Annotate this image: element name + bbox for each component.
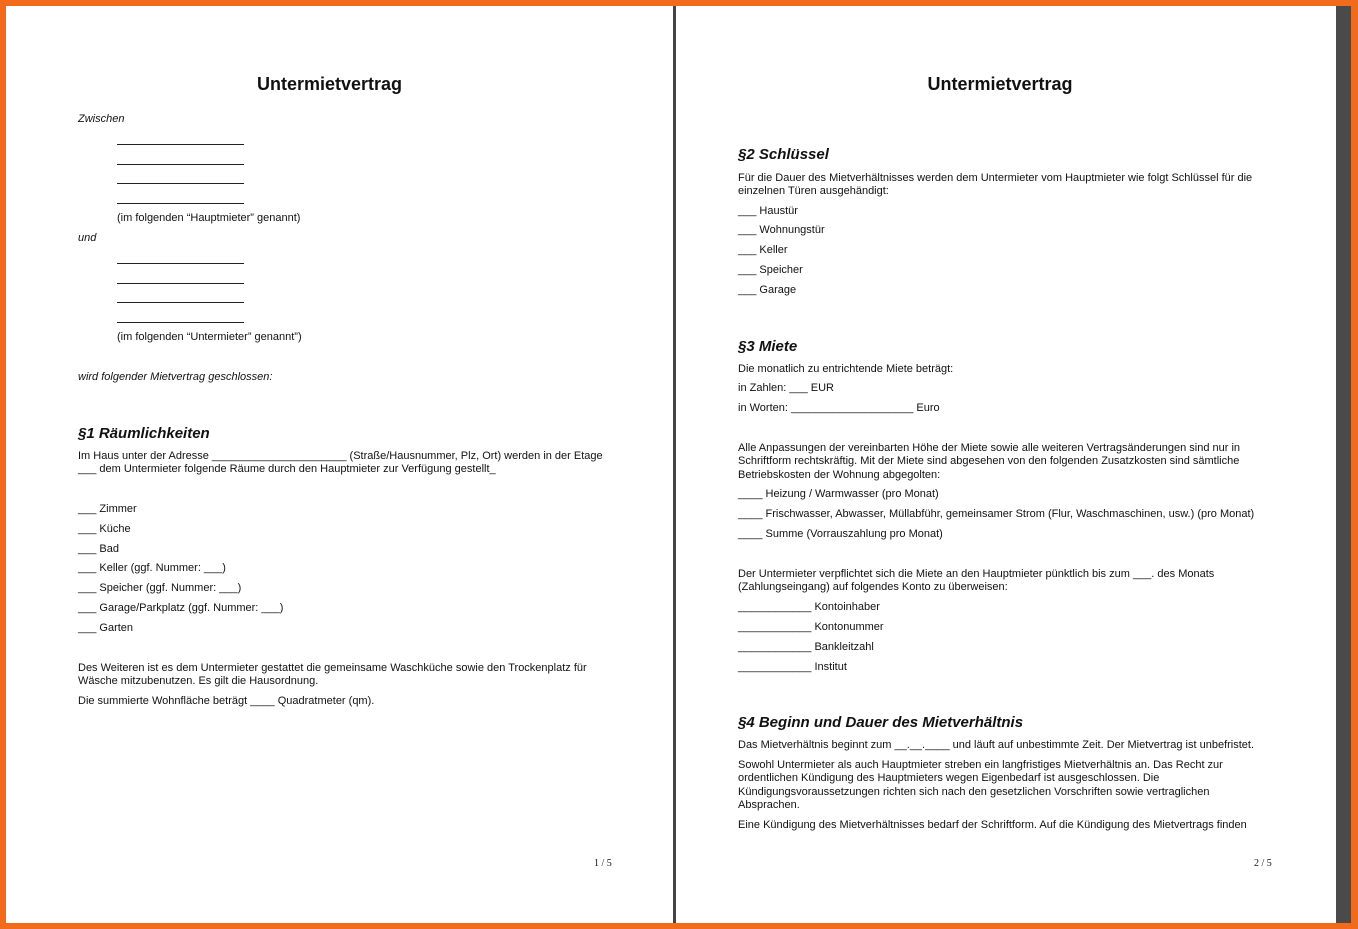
page-title: Untermietvertrag bbox=[927, 74, 1073, 94]
room-item: ___ Speicher (ggf. Nummer: ___) bbox=[78, 582, 242, 594]
payment-text: Der Untermieter verpflichtet sich die Miete an den Hauptmieter pünktlich bis zum ___. des Monats bbox=[738, 568, 1215, 580]
hauptmieter-blank-line bbox=[117, 183, 244, 184]
key-item: ___ Speicher bbox=[738, 264, 803, 276]
adjustments-text: Betriebskosten der Wohnung abgegolten: bbox=[738, 469, 941, 481]
section-4-heading: §4 Beginn und Dauer des Mietverhältnis bbox=[738, 714, 1024, 731]
waschkueche-text: Wäsche mitzubenutzen. Es gilt die Hausordnung. bbox=[78, 675, 319, 687]
section-4-text: Kündigungsvoraussetzungen richten sich nach den gesetzlichen Vorschriften sowie vertraglichen bbox=[738, 786, 1210, 798]
key-item: ___ Keller bbox=[738, 244, 788, 256]
key-item: ___ Wohnungstür bbox=[738, 224, 825, 236]
room-item: ___ Keller (ggf. Nummer: ___) bbox=[78, 562, 226, 574]
section-2-text: Für die Dauer des Mietverhältnisses werden dem Untermieter vom Hauptmieter wie folgt Schlüssel für die bbox=[738, 172, 1253, 184]
rent-in-words: in Worten: ____________________ Euro bbox=[738, 402, 940, 414]
section-3-heading: §3 Miete bbox=[738, 338, 798, 355]
untermieter-blank-line bbox=[117, 322, 244, 323]
room-item: ___ Bad bbox=[78, 543, 119, 555]
hauptmieter-blank-line bbox=[117, 203, 244, 204]
room-item: ___ Garten bbox=[78, 622, 134, 634]
section-1-text: Im Haus unter der Adresse ______________________ (Straße/Hausnummer, Plz, Ort) werden in der Etage bbox=[78, 450, 603, 462]
hauptmieter-blank-line bbox=[117, 164, 244, 165]
untermieter-caption: (im folgenden “Untermieter” genannt”) bbox=[117, 331, 302, 343]
cost-item: ____ Frischwasser, Abwasser, Müllabführ, gemeinsamer Strom (Flur, Waschmaschinen, usw.) (pro Monat) bbox=[738, 508, 1255, 520]
section-1-heading: §1 Räumlichkeiten bbox=[78, 425, 210, 442]
cost-item: ____ Heizung / Warmwasser (pro Monat) bbox=[738, 488, 939, 500]
hauptmieter-caption: (im folgenden “Hauptmieter” genannt) bbox=[117, 212, 301, 224]
section-4-text: Das Mietverhältnis beginnt zum __.__.____ und läuft auf unbestimmte Zeit. Der Mietvertrag ist unbefristet. bbox=[738, 739, 1255, 751]
untermieter-blank-line bbox=[117, 263, 244, 264]
adjustments-text: Schriftform rechtskräftig. Mit der Miete sind abgesehen von den folgenden Zusatzkosten sind sämtliche bbox=[738, 455, 1240, 467]
room-item: ___ Küche bbox=[78, 523, 131, 535]
rent-in-numbers: in Zahlen: ___ EUR bbox=[738, 382, 834, 394]
viewer-gutter bbox=[1336, 6, 1351, 923]
payment-text: (Zahlungseingang) auf folgendes Konto zu überweisen: bbox=[738, 581, 1008, 593]
page-number: 2 / 5 bbox=[1254, 858, 1272, 869]
room-item: ___ Zimmer bbox=[78, 503, 137, 515]
section-2-text: einzelnen Türen ausgehändigt: bbox=[738, 185, 889, 197]
waschkueche-text: Des Weiteren ist es dem Untermieter gestattet die gemeinsame Waschküche sowie den Trockenplatz für bbox=[78, 662, 587, 674]
section-2-heading: §2 Schlüssel bbox=[738, 146, 829, 163]
untermieter-blank-line bbox=[117, 302, 244, 303]
section-4-text: Absprachen. bbox=[738, 799, 800, 811]
page-number: 1 / 5 bbox=[594, 858, 612, 869]
account-field: ____________ Kontoinhaber bbox=[738, 601, 880, 613]
section-4-text: ordentlichen Kündigung des Hauptmieters wegen Eigenbedarf ist ausgeschlossen. Die bbox=[738, 772, 1160, 784]
document-viewer bbox=[6, 6, 1351, 923]
und-label: und bbox=[78, 232, 97, 244]
cost-item: ____ Summe (Vorrauszahlung pro Monat) bbox=[738, 528, 943, 540]
rent-intro: Die monatlich zu entrichtende Miete beträgt: bbox=[738, 363, 954, 375]
page-title: Untermietvertrag bbox=[256, 74, 403, 94]
page-1 bbox=[6, 6, 673, 923]
section-4-text: Eine Kündigung des Mietverhältnisses bedarf der Schriftform. Auf die Kündigung des Mietvertrags finden bbox=[738, 819, 1247, 831]
page-2 bbox=[676, 6, 1336, 923]
adjustments-text: Alle Anpassungen der vereinbarten Höhe der Miete sowie alle weiteren Vertragsänderungen sind nur in bbox=[738, 442, 1241, 454]
wohnflaeche-text: Die summierte Wohnfläche beträgt ____ Quadratmeter (qm). bbox=[78, 695, 375, 707]
section-1-text: ___ dem Untermieter folgende Räume durch den Hauptmieter zur Verfügung gestellt_ bbox=[78, 463, 496, 475]
section-4-text: Sowohl Untermieter als auch Hauptmieter streben ein langfristiges Mietverhältnis an. Das Recht zur bbox=[738, 759, 1223, 771]
zwischen-label: Zwischen bbox=[78, 113, 125, 125]
account-field: ____________ Bankleitzahl bbox=[738, 641, 874, 653]
contract-intro: wird folgender Mietvertrag geschlossen: bbox=[78, 371, 273, 383]
account-field: ____________ Institut bbox=[738, 661, 847, 673]
account-field: ____________ Kontonummer bbox=[738, 621, 884, 633]
hauptmieter-blank-line bbox=[117, 144, 244, 145]
key-item: ___ Garage bbox=[738, 284, 797, 296]
room-item: ___ Garage/Parkplatz (ggf. Nummer: ___) bbox=[78, 602, 284, 614]
untermieter-blank-line bbox=[117, 283, 244, 284]
key-item: ___ Haustür bbox=[738, 205, 798, 217]
